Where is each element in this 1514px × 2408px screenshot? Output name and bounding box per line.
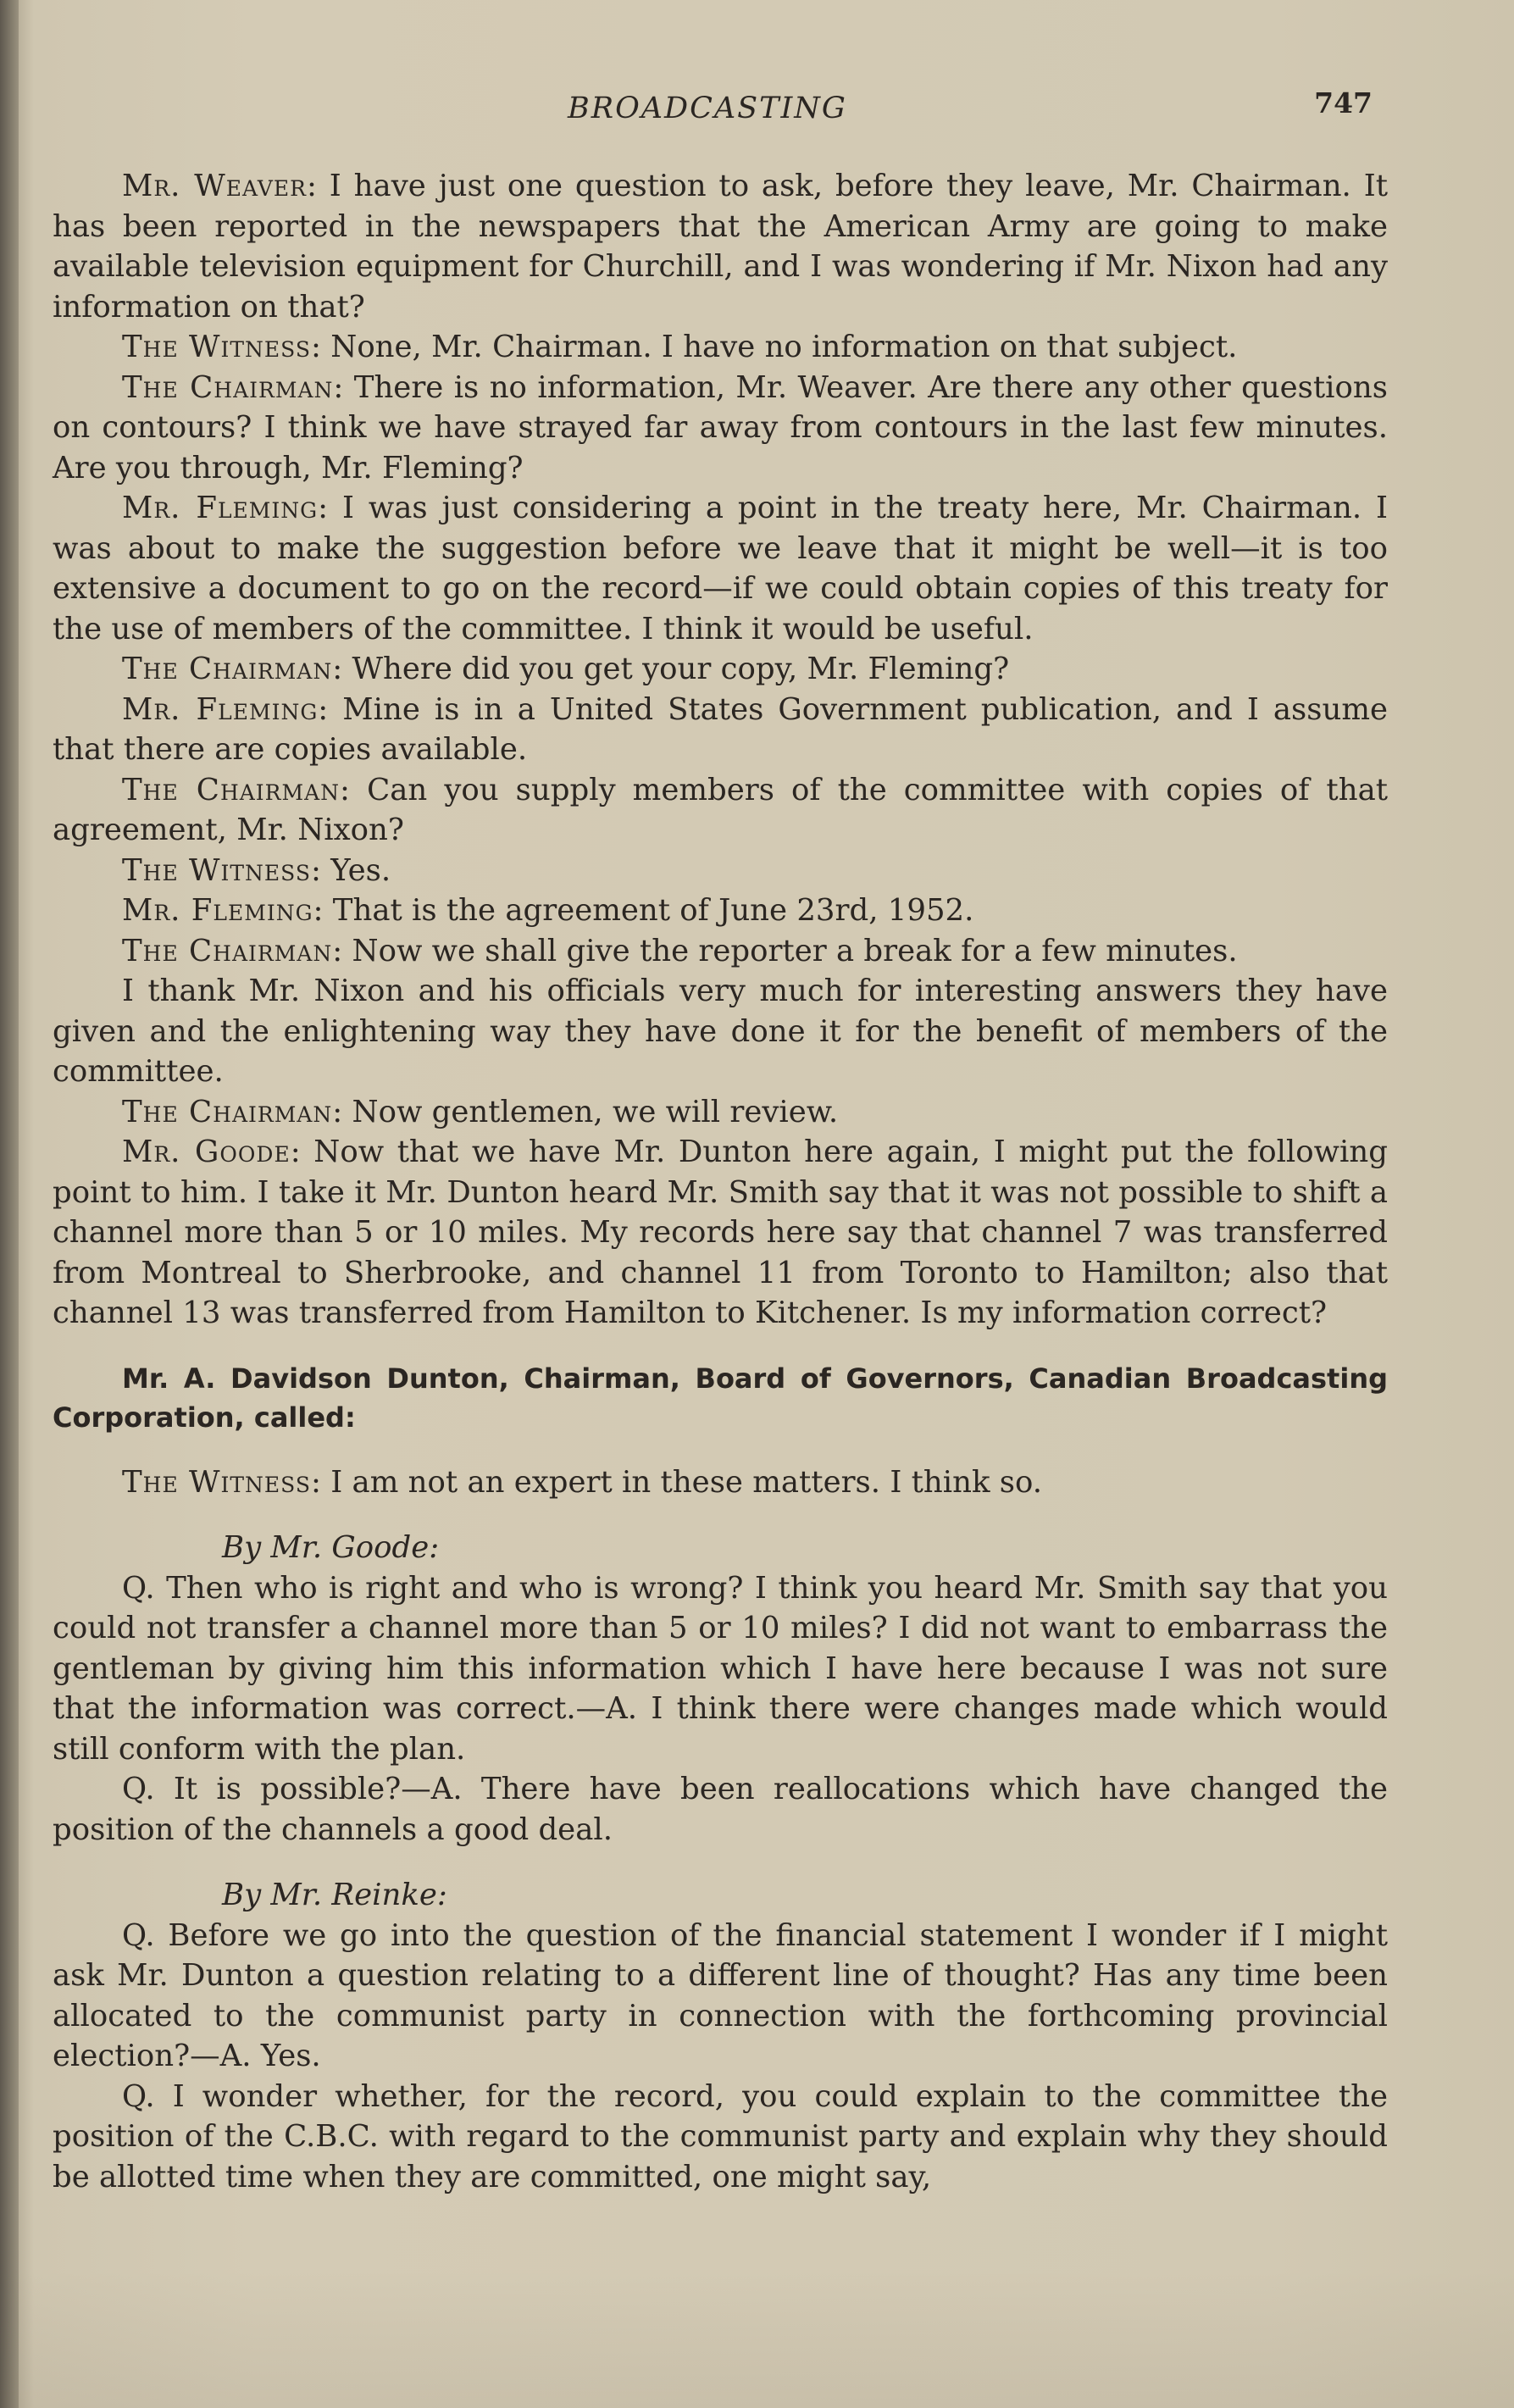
paragraph: The Chairman: There is no information, Mr. Weaver. Are there any other questions on contours? I think we have strayed far away from contours in the last few minutes. Are you through, Mr. Fleming? — [53, 369, 1388, 485]
speaker-name: The Chairman — [122, 652, 333, 686]
witness-heading: Mr. A. Davidson Dunton, Chairman, Board of Governors, Canadian Broadcasting Corporation, called: — [53, 1362, 1388, 1434]
running-title: BROADCASTING — [568, 92, 847, 125]
question-paragraph: Q. Then who is right and who is wrong? I think you heard Mr. Smith say that you could not transfer a channel more than 5 or 10 miles? I did not want to embarrass the gentleman by giving him this information which I have here because I was not sure that the information was correct.—A. I think there were changes made which would still conform with the plan. — [53, 1570, 1388, 1767]
speaker-name: Mr. Fleming — [122, 691, 319, 727]
speaker-name: The Witness — [122, 1464, 311, 1500]
paragraph-text: That is the agreement of June 23rd, 1952. — [332, 893, 974, 928]
spacer — [53, 1502, 1388, 1528]
speaker-name: Mr. Weaver — [122, 169, 307, 203]
paragraph: The Chairman: Can you supply members of the committee with copies of that agreement, Mr. Nixon? — [53, 772, 1388, 847]
paragraph-text: Now gentlemen, we will review. — [352, 1094, 839, 1129]
question-paragraph: Q. I wonder whether, for the record, you could explain to the committee the position of the C.B.C. with regard to the communist party and explain why they should be allotted time when they are committed, one might say, — [53, 2078, 1388, 2194]
paragraph: The Chairman: Now we shall give the reporter a break for a few minutes. — [122, 933, 1238, 968]
paragraph: Mr. Fleming: That is the agreement of June 23rd, 1952. — [122, 893, 974, 928]
paragraph-text: Yes. — [330, 852, 391, 888]
paragraph: Mr. Fleming: I was just considering a point in the treaty here, Mr. Chairman. I was about to make the suggestion before we leave that it might be well—it is too extensive a document to go on the record—if we could obtain copies of this treaty for the use of members of the committee. I think it would be useful. — [53, 491, 1388, 646]
paragraph: The Witness: None, Mr. Chairman. I have no information on that subject. — [122, 330, 1238, 364]
spacer — [53, 1334, 1388, 1359]
paragraph: Mr. Fleming: Mine is in a United States Government publication, and I assume that there are copies available. — [53, 691, 1389, 767]
speaker-name: The Chairman — [122, 933, 333, 968]
speaker-name: The Chairman — [122, 1094, 333, 1129]
speaker-name: The Witness — [122, 330, 311, 364]
paragraph — [53, 971, 1388, 1092]
question-paragraph: Q. It is possible?—A. There have been reallocations which have changed the position of the channels a good deal. — [53, 1772, 1388, 1847]
paragraph-text: Mine is in a United States Government publication, and I assume that there are copies available. — [53, 691, 1389, 767]
paragraph-text: I have just one question to ask, before they leave, Mr. Chairman. It has been reported in the newspapers that the American Army are going to make available television equipment for Churchill, and I was wondering if Mr. Nixon had any information on that? — [53, 169, 1388, 325]
spacer — [53, 1850, 1388, 1875]
speaker-name: Mr. Fleming — [122, 893, 313, 928]
speaker-name: The Chairman — [122, 369, 334, 405]
paragraph-text: Where did you get your copy, Mr. Fleming? — [352, 652, 1010, 686]
paragraph-text: None, Mr. Chairman. I have no information on that subject. — [330, 330, 1238, 364]
section-label: By Mr. Reinke: — [222, 1878, 447, 1912]
book-spine-shadow — [0, 0, 19, 2408]
speaker-name: Mr. Goode — [122, 1135, 291, 1169]
speaker-name: Mr. Fleming — [122, 491, 319, 525]
paragraph-text: I thank Mr. Nixon and his officials very much for interesting answers they have given and the enlightening way they have done it for the benefit of members of the committee. — [53, 974, 1388, 1089]
paragraph-text: Now that we have Mr. Dunton here again, I might put the following point to him. I take it Mr. Dunton heard Mr. Smith say that it was not possible to shift a channel more than 5 or 10 miles. My records here say that channel 7 was transferred from Montreal to Sherbrooke, and channel 11 from Toronto to Hamilton; also that channel 13 was transferred from Hamilton to Kitchener. Is my information correct? — [53, 1135, 1388, 1330]
paragraph: The Chairman: Now gentlemen, we will review. — [122, 1094, 839, 1129]
page-bottom-shade — [0, 2271, 1514, 2408]
spacer — [53, 1437, 1388, 1462]
page-header — [51, 86, 1373, 142]
paragraph-text: There is no information, Mr. Weaver. Are there any other questions on contours? I think we have strayed far away from contours in the last few minutes. Are you through, Mr. Fleming? — [53, 369, 1388, 485]
paragraph-text: Can you supply members of the committee with copies of that agreement, Mr. Nixon? — [53, 772, 1388, 847]
page-number: 747 — [1314, 86, 1373, 119]
paragraph: Mr. Goode: Now that we have Mr. Dunton here again, I might put the following point to him. I take it Mr. Dunton heard Mr. Smith say that it was not possible to shift a channel more than 5 or 10 miles. My records here say that channel 7 was transferred from Montreal to Sherbrooke, and channel 11 from Toronto to Hamilton; also that channel 13 was transferred from Hamilton to Kitchener. Is my information correct? — [53, 1135, 1388, 1330]
paragraph-text: Now we shall give the reporter a break for a few minutes. — [352, 933, 1238, 968]
speaker-name: The Witness — [122, 852, 311, 888]
paragraph: The Chairman: Where did you get your copy, Mr. Fleming? — [122, 652, 1010, 686]
speaker-name: The Chairman — [122, 772, 341, 807]
paragraph-text: I was just considering a point in the treaty here, Mr. Chairman. I was about to make the suggestion before we leave that it might be well—it is too extensive a document to go on the record—if we could obtain copies of this treaty for the use of members of the committee. I think it would be useful. — [53, 491, 1388, 646]
paragraph: Mr. Weaver: I have just one question to ask, before they leave, Mr. Chairman. It has been reported in the newspapers that the American Army are going to make available television equipment for Churchill, and I was wondering if Mr. Nixon had any information on that? — [53, 169, 1388, 325]
paragraph-text: I am not an expert in these matters. I think so. — [330, 1464, 1043, 1500]
paragraph: The Witness: I am not an expert in these matters. I think so. — [122, 1464, 1043, 1500]
question-paragraph: Q. Before we go into the question of the financial statement I wonder if I might ask Mr. Dunton a question relating to a different line of thought? Has any time been allocated to the communist party in connection with the forthcoming provincial election?—A. Yes. — [53, 1917, 1388, 2073]
section-label: By Mr. Goode: — [222, 1530, 440, 1565]
paragraph: The Witness: Yes. — [122, 852, 391, 888]
page-body — [53, 166, 1388, 2197]
